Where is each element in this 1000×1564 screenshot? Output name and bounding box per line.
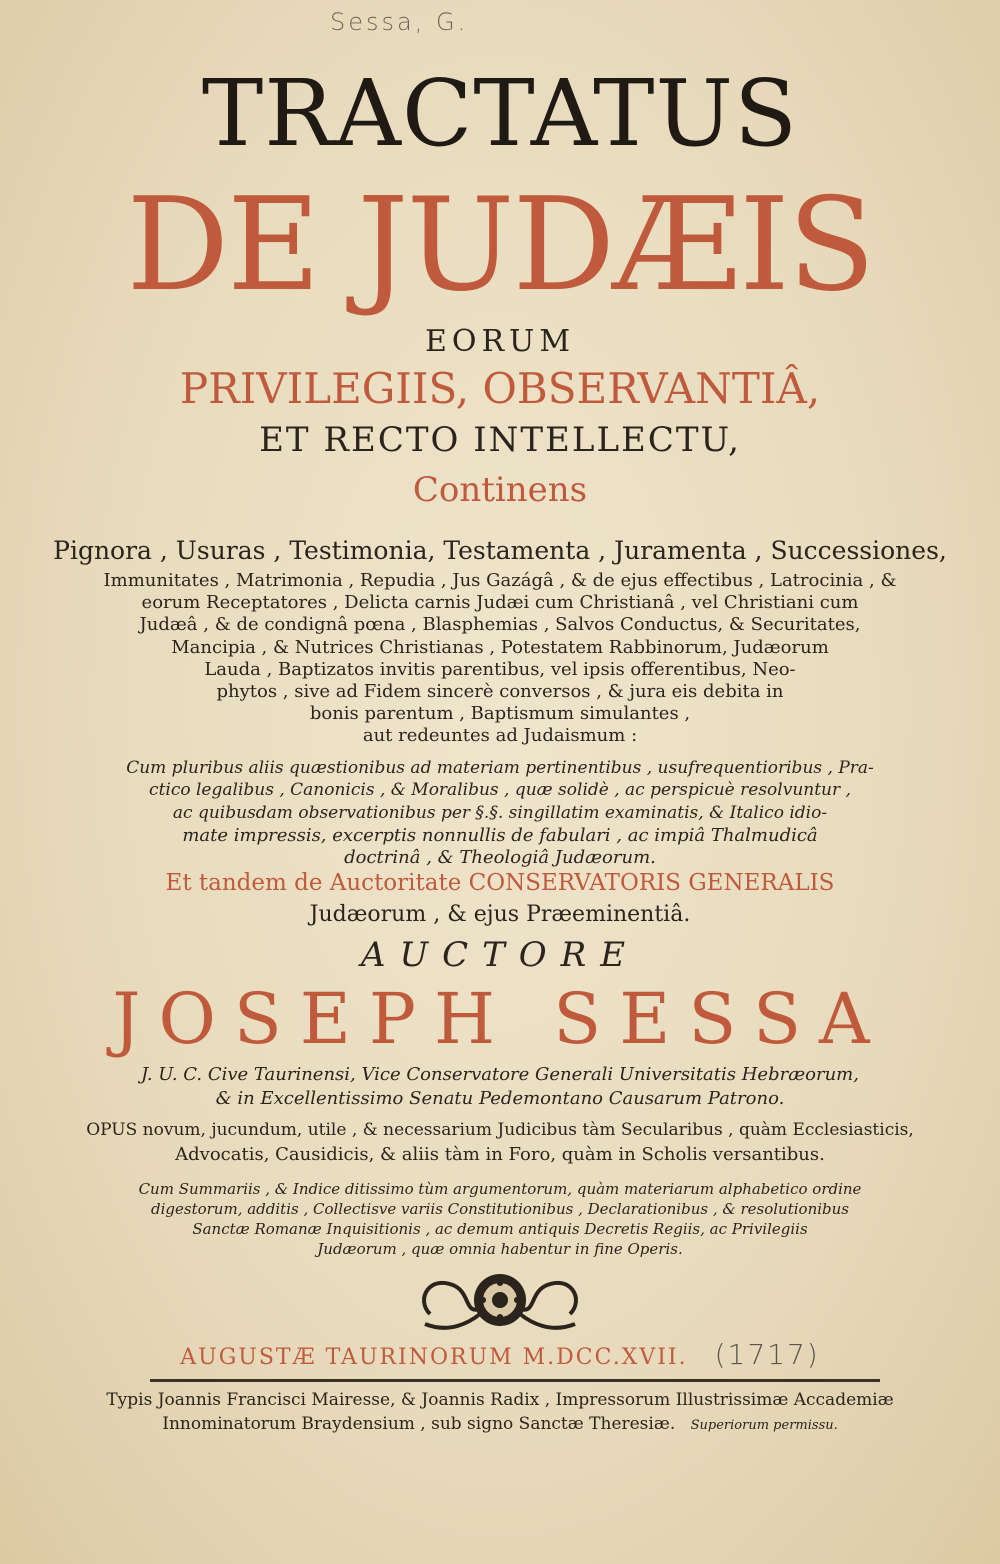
authority-line-2: Judæorum , & ejus Præeminentiâ. [309, 902, 691, 927]
title-line-5: ET RECTO INTELLECTU, [259, 420, 741, 460]
contents-line: Lauda , Baptizatos invitis parentibus, vel ipsis offerentibus, Neo- [204, 659, 796, 680]
italic-line: doctrinâ , & Theologiâ Judæorum. [344, 847, 656, 868]
opus-line: OPUS novum, jucundum, utile , & necessarium Judicibus tàm Secularibus , quàm Ecclesiasticis, [86, 1120, 914, 1140]
author-label: AUCTORE [360, 935, 640, 975]
author-credentials: & in Excellentissimo Senatu Pedemontano Causarum Patrono. [215, 1088, 785, 1109]
author-name: JOSEPH SESSA [112, 978, 888, 1060]
title-line-4: PRIVILEGIIS, OBSERVANTIÂ, [179, 364, 821, 413]
printer-text: Innominatorum Braydensium , sub signo Sanctæ Theresiæ. [162, 1414, 676, 1434]
italic-line: mate impressis, excerptis nonnullis de fabulari , ac impiâ Thalmudicâ [182, 825, 818, 846]
divider-rule [150, 1379, 880, 1382]
summary-line: Cum Summariis , & Indice ditissimo tùm argumentorum, quàm materiarum alphabetico ordine [138, 1180, 862, 1198]
floral-ornament-icon [410, 1264, 590, 1336]
opus-line: Advocatis, Causidicis, & aliis tàm in Foro, quàm in Scholis versantibus. [175, 1144, 825, 1165]
authority-line: Et tandem de Auctoritate CONSERVATORIS GENERALIS [165, 870, 835, 896]
title-line-3: EORUM [424, 324, 576, 359]
contents-line: eorum Receptatores , Delicta carnis Judæi cum Christianâ , vel Christiani cum [141, 592, 859, 613]
contents-line: Judæâ , & de condignâ pœna , Blasphemias , Salvos Conductus, & Securitates, [139, 614, 861, 635]
summary-line: Sanctæ Romanæ Inquisitionis , ac demum antiquis Decretis Regiis, ac Privilegiis [192, 1220, 808, 1238]
printer-line: Typis Joannis Francisci Mairesse, & Joannis Radix , Impressorum Illustrissimæ Accademiæ [106, 1390, 894, 1410]
handwritten-year: (1717) [714, 1338, 820, 1371]
italic-line: ac quibusdam observationibus per §.§. singillatim examinatis, & Italico idio- [172, 803, 828, 823]
summary-line: digestorum, additis , Collectisve variis Constitutionibus , Declarationibus , & resolutionibus [151, 1200, 849, 1218]
title-line-1: TRACTATUS [201, 60, 799, 167]
contents-line: Immunitates , Matrimonia , Repudia , Jus Gazágâ , & de ejus effectibus , Latrocinia , & [103, 570, 897, 591]
imprint-line [0, 1338, 1000, 1371]
handwritten-note: Sessa, G. [330, 8, 469, 36]
contents-line: bonis parentum , Baptismum simulantes , [309, 703, 691, 724]
author-credentials: J. U. C. Cive Taurinensi, Vice Conservatore Generali Universitatis Hebræorum, [141, 1064, 859, 1085]
printer-line-2 [0, 1414, 1000, 1434]
permission-text: Superiorum permissu. [690, 1418, 838, 1433]
title-line-2: DE JUDÆIS [126, 171, 874, 320]
title-line-6: Continens [412, 470, 588, 510]
summary-line: Judæorum , quæ omnia habentur in fine Operis. [317, 1240, 683, 1258]
italic-line: Cum pluribus aliis quæstionibus ad materiam pertinentibus , usufrequentioribus , Pra- [126, 758, 874, 778]
contents-line: Mancipia , & Nutrices Christianas , Potestatem Rabbinorum, Judæorum [171, 637, 829, 658]
place-date: AUGUSTÆ TAURINORUM M.DCC.XVII. [180, 1345, 688, 1370]
contents-line: aut redeuntes ad Judaismum : [362, 725, 638, 746]
contents-line: Pignora , Usuras , Testimonia, Testamenta , Juramenta , Successiones, [53, 536, 947, 565]
contents-line: phytos , sive ad Fidem sincerè conversos , & jura eis debita in [216, 681, 784, 702]
italic-line: ctico legalibus , Canonicis , & Moralibus , quæ solidè , ac perspicuè resolvuntur , [149, 780, 851, 800]
